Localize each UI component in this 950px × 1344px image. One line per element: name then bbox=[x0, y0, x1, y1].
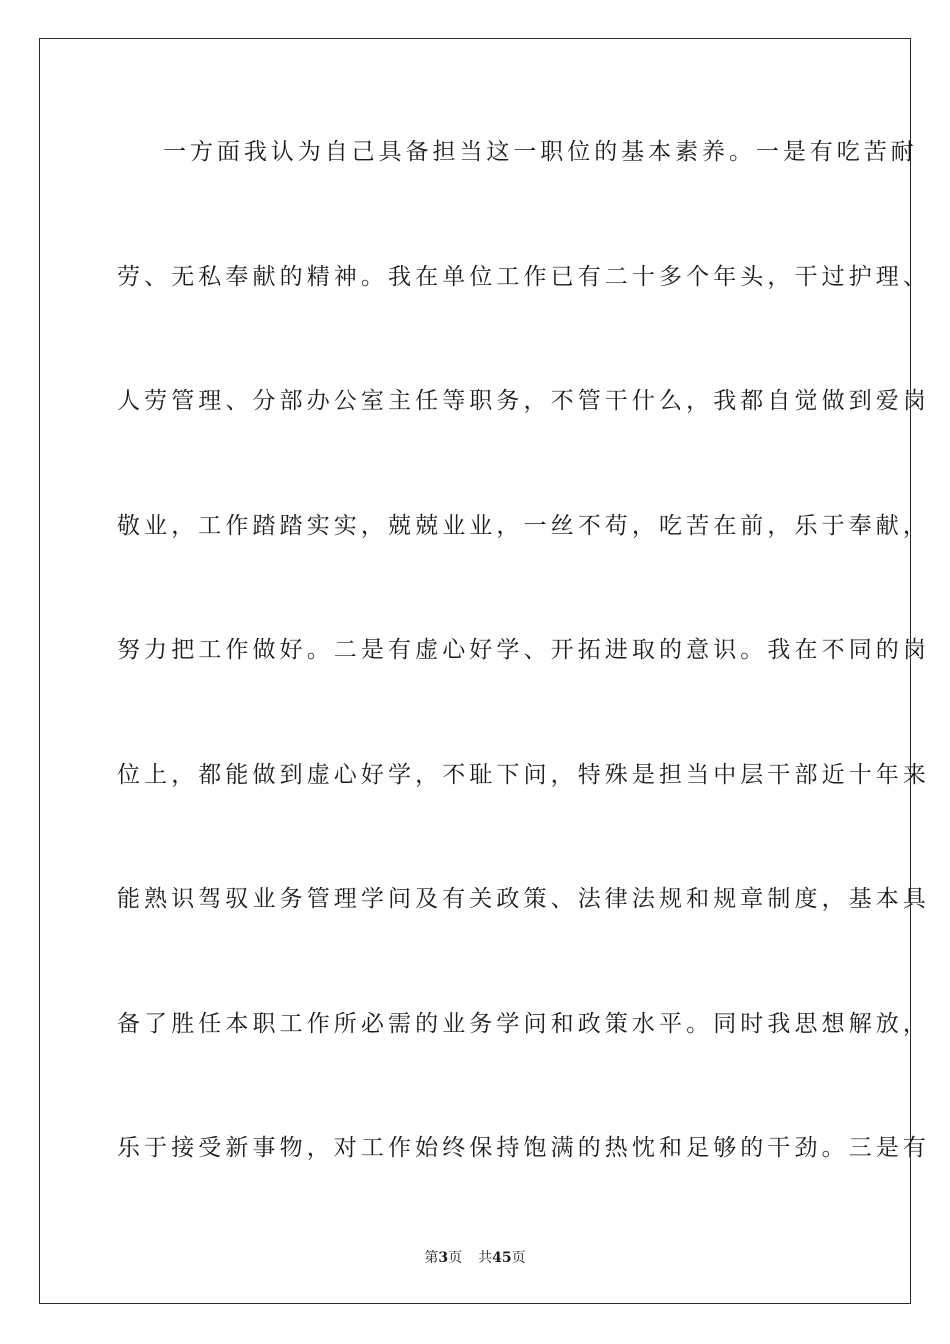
paragraph-line-5: 努力把工作做好。二是有虚心好学、开拓进取的意识。我在不同的岗 bbox=[117, 637, 930, 663]
paragraph-line-8: 备了胜任本职工作所必需的业务学问和政策水平。同时我思想解放， bbox=[117, 1010, 930, 1037]
total-suffix: 页 bbox=[511, 1250, 526, 1266]
paragraph-line-9: 乐于接受新事物，对工作始终保持饱满的热忱和足够的干劲。三是有 bbox=[117, 1135, 930, 1161]
page-prefix: 第 bbox=[424, 1250, 439, 1266]
page-footer bbox=[0, 1247, 950, 1267]
paragraph-line-4: 敬业，工作踏踏实实，兢兢业业，一丝不苟，吃苦在前，乐于奉献， bbox=[117, 512, 930, 539]
paragraph-line-3: 人劳管理、分部办公室主任等职务，不管干什么，我都自觉做到爱岗 bbox=[117, 388, 930, 414]
paragraph-line-1: 一方面我认为自己具备担当这一职位的基本素养。一是有吃苦耐 bbox=[163, 139, 918, 165]
paragraph-line-7: 能熟识驾驭业务管理学问及有关政策、法律法规和规章制度，基本具 bbox=[117, 886, 930, 912]
current-page-number: 3 bbox=[438, 1250, 449, 1266]
page-suffix: 页 bbox=[448, 1250, 463, 1266]
document-body bbox=[117, 126, 930, 1247]
total-pages-number: 45 bbox=[492, 1250, 512, 1266]
paragraph-line-6: 位上，都能做到虚心好学，不耻下问，特殊是担当中层干部近十年来 bbox=[117, 761, 930, 788]
paragraph-line-2: 劳、无私奉献的精神。我在单位工作已有二十多个年头，干过护理、 bbox=[117, 263, 930, 290]
total-prefix: 共 bbox=[478, 1250, 493, 1266]
